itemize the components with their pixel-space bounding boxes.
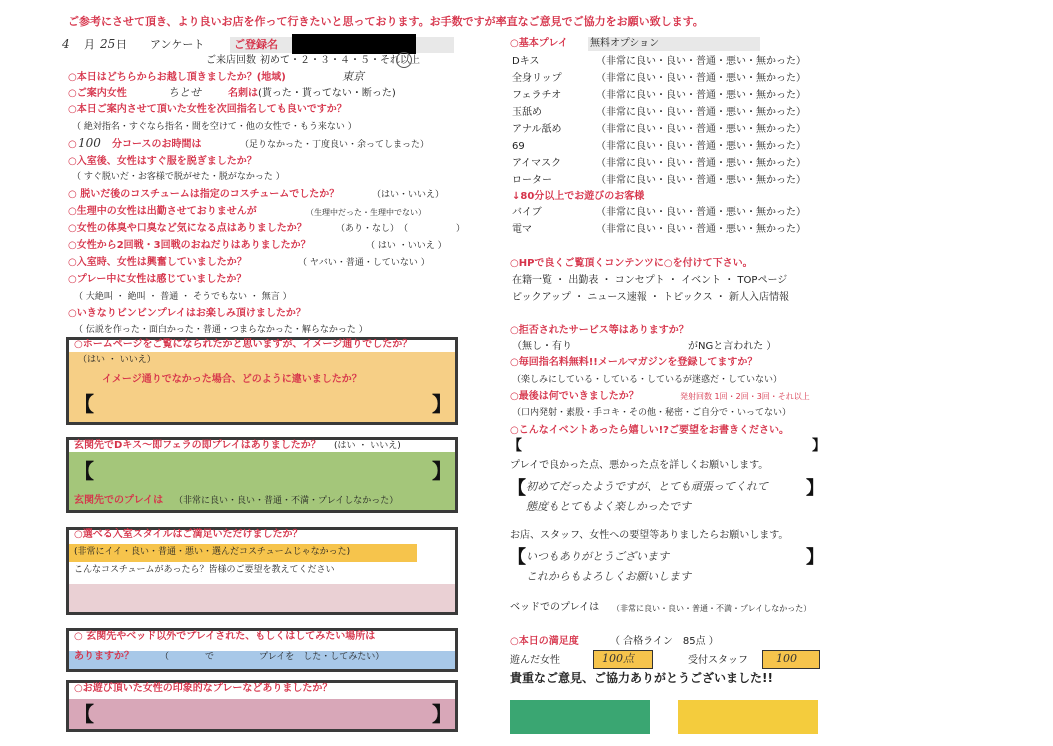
bracket-close: 】: [432, 392, 452, 416]
play-name: ローター: [512, 175, 552, 186]
q-course-time: 分コースのお時間は: [112, 139, 202, 150]
q-guide-girl: ○ご案内女性: [68, 88, 127, 99]
bed-play-options: （非常に良い・良い・普通・不満・プレイしなかった）: [612, 604, 812, 613]
q-next-nominate: ○本日ご案内させて頂いた女性を次回指名しても良いですか？: [68, 104, 347, 115]
satisfaction-line: （ 合格ライン 85点 ）: [610, 636, 719, 647]
q-place: ○ 玄関先やベッド以外でプレイされた、もしくはしてみたい場所は: [74, 631, 376, 642]
play-rating-options: （非常に良い・良い・普通・悪い・無かった）: [596, 56, 806, 67]
play-name: 69: [512, 141, 525, 152]
q-refused: ○拒否されたサービス等はありますか？: [510, 325, 689, 336]
visit-count-mark: [396, 52, 412, 68]
thanks-message: 貴重なご意見、ご協力ありがとうございました!!: [510, 671, 773, 685]
play-name: Dキス: [512, 56, 540, 67]
play-rating-options: （非常に良い・良い・普通・悪い・無かった）: [596, 73, 806, 84]
q-entrance-play: 玄関先でDキス～即フェラの即プレイはありましたか？: [74, 440, 321, 451]
q-rounds: ○女性から2回戦・3回戦のおねだりはありましたか？: [68, 240, 311, 251]
q-undress-options: （ すぐ脱いだ・お客様で脱がせた・脱がなかった ）: [72, 172, 285, 182]
q-card-options: (貰った・貰ってない・断った): [258, 88, 396, 99]
q-course-minutes: 100: [78, 136, 101, 150]
good-bad-answer-2: 態度もとてもよく楽しかったです: [526, 500, 691, 513]
date-month: 4: [62, 37, 70, 51]
date-day: 25: [100, 37, 116, 51]
q-costume: ○ 脱いだ後のコスチュームは指定のコスチュームでしたか？: [68, 189, 340, 200]
play-name: 玉舐め: [512, 107, 542, 118]
play-rating-options: （非常に良い・良い・普通・悪い・無かった）: [596, 158, 806, 169]
q-place-b: ありますか？: [74, 651, 134, 662]
bracket-open-2: 【: [74, 459, 94, 483]
header-note: ご参考にさせて頂き、より良いお店を作って行きたいと思っております。お手数ですが率直なご意見でご協力をお願い致します。: [68, 15, 704, 28]
redacted-name: [292, 34, 416, 54]
q-period: ○生理中の女性は出勤させておりませんが: [68, 206, 257, 217]
request-label: お店、スタッフ、女性への要望等ありましたらお願いします。: [510, 530, 789, 541]
request-answer-1: いつもありがとうございます: [526, 550, 669, 563]
q-homepage-diff: イメージ通りでなかった場合、どのように違いましたか？: [102, 374, 362, 385]
q-course-prefix: ○: [68, 139, 77, 150]
q-entrance-rating: 玄関先でのプレイは: [74, 495, 164, 506]
q-next-nominate-options: （ 絶対指名・すぐなら指名・間を空けて・他の女性で・もう来ない ）: [72, 122, 357, 132]
q-card: 名刺は: [228, 88, 258, 99]
play-name: 電マ: [512, 224, 532, 235]
good-bad-label: プレイで良かった点、悪かった点を詳しくお願いします。: [510, 460, 769, 471]
q-course-time-options: （足りなかった・丁度良い・余ってしまった）: [240, 140, 430, 150]
play-name: アイマスク: [512, 158, 562, 169]
q-odor-close: ）: [456, 224, 466, 234]
hp-contents-line2: ピックアップ ・ ニュース速報 ・ トピックス ・ 新人入店情報: [512, 292, 789, 303]
play-name: アナル舐め: [512, 124, 562, 135]
visit-count-label: ご来店回数: [206, 55, 256, 66]
event-bracket-open: 【: [508, 438, 522, 454]
q-impression: ○お遊び頂いた女性の印象的なプレーなどありましたか？: [74, 683, 333, 694]
q-binbin-options: （ 伝説を作った・面白かった・普通・つまらなかった・解らなかった ）: [74, 325, 368, 335]
play-rating-options: （非常に良い・良い・普通・悪い・無かった）: [596, 141, 806, 152]
play-name: 全身リップ: [512, 73, 562, 84]
staff-score: 100: [776, 652, 797, 665]
q-costume-options: （はい・いいえ）: [372, 190, 445, 200]
play-rating-options: （非常に良い・良い・普通・悪い・無かった）: [596, 90, 806, 101]
q-odor: ○女性の体臭や口臭など気になる点はありましたか？: [68, 223, 307, 234]
bracket-open-5: 【: [74, 702, 94, 726]
play-rating-options: （非常に良い・良い・普通・悪い・無かった）: [596, 124, 806, 135]
q-feeling-options: （ 大絶叫 ・ 絶叫 ・ 普通 ・ そうでもない ・ 無言 ）: [74, 292, 292, 302]
girl-score: 100点: [602, 652, 634, 665]
q-event: ○こんなイベントあったら嬉しい!?ご要望をお書きください。: [510, 425, 789, 436]
q-binbin: ○いきなりビンビンプレイはお楽しみ頂けましたか？: [68, 308, 306, 319]
q-undress: ○入室後、女性はすぐ服を脱ぎましたか？: [68, 156, 257, 167]
good-bad-answer-1: 初めてだったようですが、とても頑張ってくれて: [526, 480, 768, 493]
q-place-options: （ で プレイを した・してみたい）: [160, 652, 385, 662]
date-day-label: 日: [116, 38, 127, 51]
date-month-label: 月: [84, 38, 95, 51]
visit-count-options: 初めて・２・３・４・５・それ以上: [260, 55, 420, 66]
request-answer-2: これからもよろしくお願いします: [526, 570, 691, 583]
q-entrance-rating-options: （非常に良い・良い・普通・不満・プレイしなかった）: [174, 496, 399, 506]
play-rating-options: （非常に良い・良い・普通・悪い・無かった）: [596, 107, 806, 118]
registration-label: ご登録名: [234, 38, 278, 51]
q-homepage: ○ホームページをご覧になられたかと思いますが、イメージ通りでしたか？: [74, 339, 413, 350]
q-guide-girl-answer: ちとせ: [168, 86, 201, 99]
hp-contents-line1: 在籍一覧 ・ 出勤表 ・ コンセプト ・ イベント ・ TOPページ: [512, 275, 788, 286]
q-finish: ○最後は何でいきましたか？: [510, 391, 639, 402]
q-period-options: （生理中だった・生理中でない）: [306, 208, 426, 217]
q-mail: ○毎回指名料無料!!メールマガジンを登録してますか？: [510, 357, 758, 368]
q-refused-b: がNGと言われた ）: [688, 341, 777, 352]
q-origin: ○本日はどちらからお越し頂きましたか？(地域): [68, 72, 286, 83]
q-satisfaction: ○本日の満足度: [510, 636, 579, 647]
q-origin-answer: 東京: [342, 70, 364, 83]
girl-score-label: 遊んだ女性: [510, 655, 560, 666]
q-finish-count: 発射回数 1回・2回・3回・それ以上: [680, 392, 810, 401]
q-excited: ○入室時、女性は興奮していましたか？: [68, 257, 247, 268]
q-homepage-options: （はい ・ いいえ）: [78, 355, 156, 365]
q-costume-request: こんなコスチュームがあったら？皆様のご要望を教えてください: [74, 565, 335, 575]
play-rating-options: （非常に良い・良い・普通・悪い・無かった）: [596, 224, 806, 235]
free-option-label: 無料オプション: [590, 38, 660, 49]
q-odor-options: （あり・なし） （: [336, 224, 409, 234]
q-excited-options: （ ヤバい・普通・していない ）: [298, 258, 430, 268]
q-hp-contents: ○HPで良くご覧頂くコンテンツに○を付けて下さい。: [510, 258, 753, 269]
q-rounds-options: （ はい ・いいえ ）: [366, 241, 447, 251]
q-entrance-play-options: (はい ・ いいえ): [334, 441, 401, 451]
play-rating-options: （非常に良い・良い・普通・悪い・無かった）: [596, 175, 806, 186]
play-name: バイブ: [512, 207, 542, 218]
bracket-open: 【: [74, 392, 94, 416]
q-mail-options: （楽しみにしている・している・しているが迷惑だ・していない）: [512, 375, 783, 385]
bed-play-label: ベッドでのプレイは: [510, 602, 600, 613]
bracket-close-2: 】: [432, 459, 452, 483]
yellow-block: [678, 700, 818, 734]
play-name: フェラチオ: [512, 90, 562, 101]
play-rating-options: （非常に良い・良い・普通・悪い・無かった）: [596, 207, 806, 218]
bracket-close-5: 】: [432, 702, 452, 726]
survey-title: アンケート: [150, 38, 205, 51]
q-style: ○選べる入室スタイルはご満足いただけましたか？: [74, 529, 303, 540]
q-feeling: ○プレー中に女性は感じていましたか？: [68, 274, 247, 285]
staff-score-label: 受付スタッフ: [688, 655, 748, 666]
q-finish-options: （口内発射・素股・手コキ・その他・秘密・ご自分で・いってない）: [512, 408, 792, 418]
q-style-options: (非常にイイ・良い・普通・悪い・選んだコスチュームじゃなかった): [74, 547, 351, 557]
basic-play-label: ○基本プレイ: [510, 38, 568, 49]
event-bracket-close: 】: [812, 438, 826, 454]
green-block: [510, 700, 650, 734]
over-80-label: ↓80分以上でお遊びのお客様: [512, 191, 645, 202]
q-refused-options: （無し・有り: [512, 341, 572, 352]
